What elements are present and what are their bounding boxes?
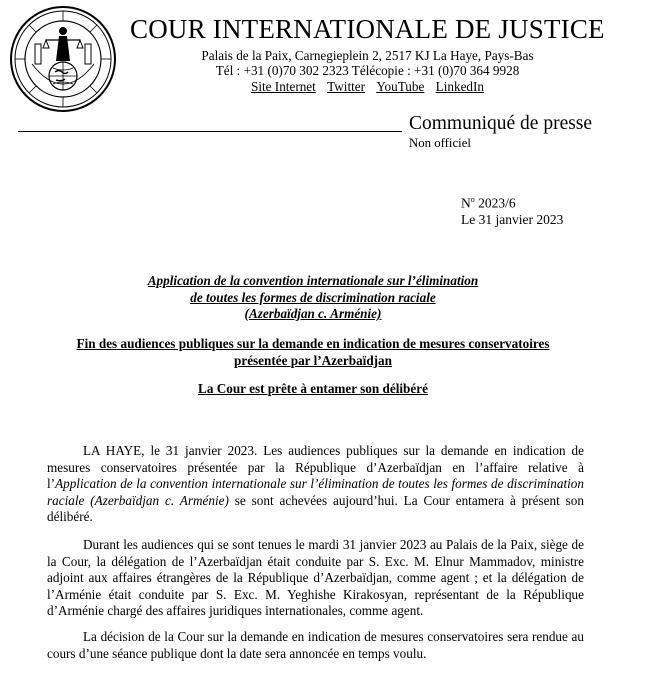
release-number (461, 195, 516, 212)
release-heading: La Cour est prête à entamer son délibéré (198, 381, 428, 396)
case-title (48, 273, 578, 323)
case-title-line-1: Application de la convention internationale sur l’élimination (147, 273, 479, 288)
case-title-line-2: de toutes les formes de discrimination raciale (190, 289, 436, 305)
link-youtube[interactable]: YouTube (376, 79, 425, 94)
release-subject-line-1: Fin des audiences publiques sur la demande en indication de mesures conservatoires (76, 336, 550, 351)
release-subject (48, 336, 578, 369)
paragraph-2: Durant les audiences qui se sont tenues le mardi 31 janvier 2023 au Palais de la Paix, siège de la Cour, la délégation de l’Azerbaïdjan était conduite par S. Exc. M. Elnur Mammadov, ministre adjoint aux affaires étrangères de la République d’Azerbaïdjan, comme agent ; et la délégation de l’Arménie était conduite par S. Exc. M. Yeghishe Kirakosyan, représentant de la République d’Arménie chargé des affaires juridiques internationales, comme agent. (47, 537, 584, 619)
release-subject-line-2: présentée par l’Azerbaïdjan (234, 352, 392, 368)
case-title-line-3: (Azerbaïdjan c. Arménie) (244, 306, 382, 321)
release-number-prefix: N (461, 195, 471, 211)
release-date: Le 31 janvier 2023 (461, 212, 564, 227)
paragraph-1-text-a: LA HAYE, le 31 janvier 2023. Les audiences publiques sur la demande en indication de mesures conservatoires présentée par la République d’Azerbaïdjan en l’affaire relative à l’ (47, 443, 584, 492)
link-website[interactable]: Site Internet (251, 79, 316, 94)
court-name: COUR INTERNATIONALE DE JUSTICE (130, 14, 605, 44)
icj-seal-icon (8, 4, 118, 114)
court-address: Palais de la Paix, Carnegieplein 2, 2517 KJ La Haye, Pays-Bas (201, 48, 534, 63)
release-number-sup: o (470, 195, 475, 204)
header-links (130, 79, 605, 95)
release-number-value: 2023/6 (474, 195, 516, 211)
paragraph-1-case-name: Application de la convention internationale sur l’élimination de toutes les formes de discrimination raciale (Azerbaïdjan c. Arménie) (47, 476, 584, 508)
link-twitter[interactable]: Twitter (327, 79, 366, 94)
press-release-title: Communiqué de presse (409, 113, 593, 134)
paragraph-3: La décision de la Cour sur la demande en indication de mesures conservatoires sera rendue au cours d’une séance publique dont la date sera annoncée en temps voulu. (47, 629, 584, 661)
header-rule (18, 131, 402, 132)
press-release-subtitle: Non officiel (409, 136, 471, 150)
court-contact: Tél : +31 (0)70 302 2323 Télécopie : +31 (0)70 364 9928 (215, 63, 520, 78)
link-linkedin[interactable]: LinkedIn (435, 79, 484, 94)
paragraph-1-text-b: se sont achevées aujourd’hui. La Cour entamera à présent son délibéré. (47, 492, 584, 525)
paragraph-1 (47, 443, 584, 526)
